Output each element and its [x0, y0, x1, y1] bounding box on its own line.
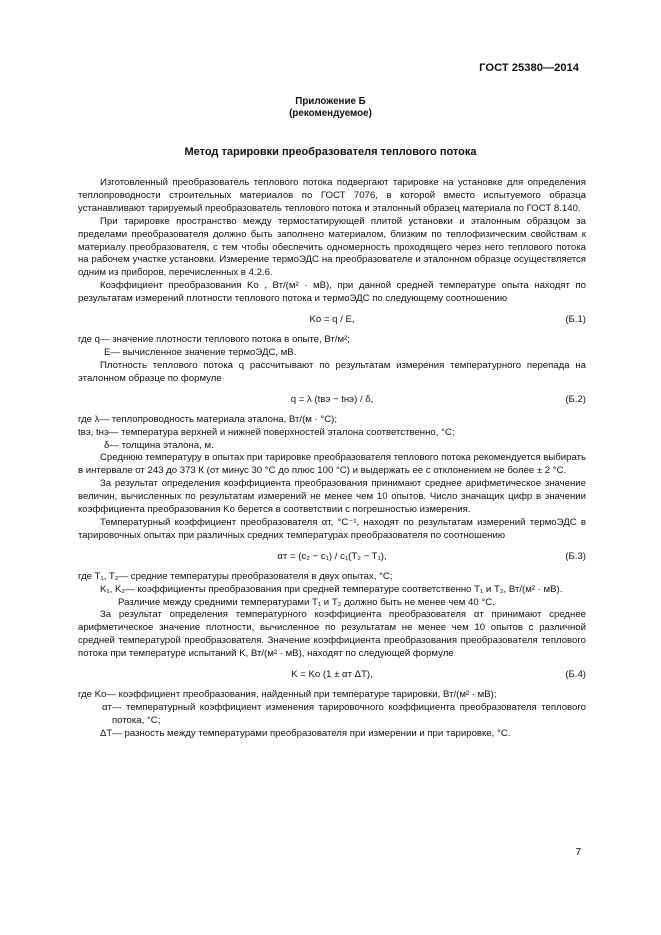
definitions-b1 [78, 334, 586, 360]
definition-row [78, 571, 586, 584]
definition-row [78, 702, 586, 728]
definition-key: где λ [78, 413, 100, 425]
definition-key: tвэ, tнэ [78, 426, 109, 438]
definition-text: — коэффициенты преобразования при средней температуре соответственно T₁ и T₂, Вт/(м² · мВ). [125, 583, 563, 595]
paragraph-8: Различие между средними температурами T₁ и T₂ должно быть не менее чем 40 °С. [118, 596, 495, 608]
definition-key: где Kо [78, 689, 107, 701]
appendix-status: (рекомендуемое) [289, 108, 372, 120]
formula-b4-number: (Б.4) [565, 669, 586, 681]
section-title: Метод тарировки преобразователя теплового потока [184, 146, 477, 158]
paragraph-7: Температурный коэффициент преобразователя αт, °С⁻¹, находят по результатам измерений термоЭДС в тарировочных опытах при различных средних температурах преобразователя по соотношению [78, 516, 586, 541]
formula-b4 [78, 661, 586, 689]
definition-text: — толщина эталона, м. [109, 439, 214, 451]
formula-b2 [78, 386, 586, 414]
paragraph-9: За результат определения температурного коэффициента преобразователя αт принимают среднее арифметическое значение плотности, вычисленное по результатам не менее чем 10 опытов с различной средней температурой преобразователя. Значение коэффициента преобразования преобразователя теплового потока при температуре испытаний K, Вт/(м² · мВ), находят по следующей формуле [78, 609, 586, 660]
paragraph-5: Среднюю температуру в опытах при тарировке преобразователя теплового потока рекомендуется выбирать в интервале от 243 до 373 К (от минус 30 °С до плюс 100 °С) и выдержать ее с отклонением не более ± 2 °С. [78, 452, 586, 477]
definition-text: — теплопроводность материала эталона, Вт/(м · °С); [99, 413, 338, 425]
definition-row [78, 427, 586, 440]
definition-key: ΔT [100, 727, 113, 739]
definition-row [78, 334, 586, 347]
definition-key: где T₁, T₂ [78, 570, 119, 582]
definitions-b3 [78, 571, 586, 597]
definition-row [78, 347, 586, 360]
document-code: ГОСТ 25380—2014 [479, 62, 579, 74]
paragraph-1: Изготовленный преобразователь теплового потока подвергают тарировке на установке для определения теплопроводности строительных материалов по ГОСТ 7076, в которой вместо испытуемого образца устанавливают тарируемый преобразователь теплового потока и эталонный образец материала по ГОСТ 8.140. [78, 177, 586, 214]
paragraph-4: Плотность теплового потока q рассчитывают по результатам измерения температурного перепада на эталонном образце по формуле [78, 359, 586, 384]
definition-row [78, 440, 586, 453]
body-text [78, 177, 586, 741]
definitions-b4 [78, 689, 586, 741]
appendix-title: Приложение Б [295, 96, 366, 107]
formula-b3-expression: αт = (c₂ − c₁) / c₁(T₂ − T₁), [277, 550, 387, 562]
formula-b4-expression: K = Kо (1 ± αт ΔT), [291, 669, 373, 681]
definition-key: где q [78, 334, 101, 346]
formula-b3 [78, 543, 586, 571]
appendix-heading [0, 96, 661, 121]
definition-key: K₁, K₂ [100, 583, 126, 595]
definition-key: δ [104, 439, 110, 451]
definition-text: — значение плотности теплового потока в опыте, Вт/м²; [100, 334, 350, 346]
definition-key: αт [102, 702, 112, 713]
formula-b1-expression: Kо = q / E, [309, 314, 355, 326]
formula-b3-number: (Б.3) [565, 550, 586, 562]
definition-text: — средние температуры преобразователя в двух опытах, °С; [118, 570, 393, 582]
definition-text: — коэффициент преобразования, найденный при температуре тарировки, Вт/(м² · мВ); [106, 689, 497, 701]
definition-row [78, 728, 586, 741]
definition-text: — вычисленное значение термоЭДС, мВ. [110, 346, 297, 358]
formula-b1 [78, 306, 586, 334]
definition-key: E [104, 346, 111, 358]
formula-b1-number: (Б.1) [565, 314, 586, 326]
formula-b2-expression: q = λ (tвэ − tнэ) / δ, [290, 393, 374, 405]
paragraph-3: Коэффициент преобразования Kо , Вт/(м² · мВ), при данной средней температуре опыта находят по результатам измерений плотности теплового потока и термоЭДС по следующему соотношению [78, 280, 586, 305]
paragraph-2: При тарировке пространство между термостатирующей плитой установки и эталонным образцом за пределами преобразователя должно быть заполнено материалом, близким по теплофизическим свойствам к материалу преобразователя, с тем чтобы обеспечить одномерность проходящего через него теплового потока на рабочем участке установки. Измерение термоЭДС на преобразователе и эталонном образце осуществляется одним из приборов, перечисленных в 4.2.6. [78, 215, 586, 279]
definitions-b2 [78, 414, 586, 453]
definition-text: — температурный коэффициент изменения тарировочного коэффициента преобразователя теплового потока, °С; [111, 702, 586, 726]
definition-row [78, 584, 586, 597]
paragraph-6: За результат определения коэффициента преобразования принимают среднее арифметическое значение величин, вычисленных по результатам измерений не менее чем 10 опытов. Число значащих цифр в значении коэффициента преобразования Kо берется в соответствии с погрешностью измерения. [78, 478, 586, 516]
page-number: 7 [575, 847, 581, 858]
definition-row [78, 689, 586, 702]
formula-b2-number: (Б.2) [565, 393, 586, 405]
definition-row [78, 414, 586, 427]
definition-text: — температура верхней и нижней поверхностей эталона соответственно, °С; [108, 426, 455, 438]
definition-text: — разность между температурами преобразователя при измерении и при тарировке, °С. [112, 727, 511, 739]
